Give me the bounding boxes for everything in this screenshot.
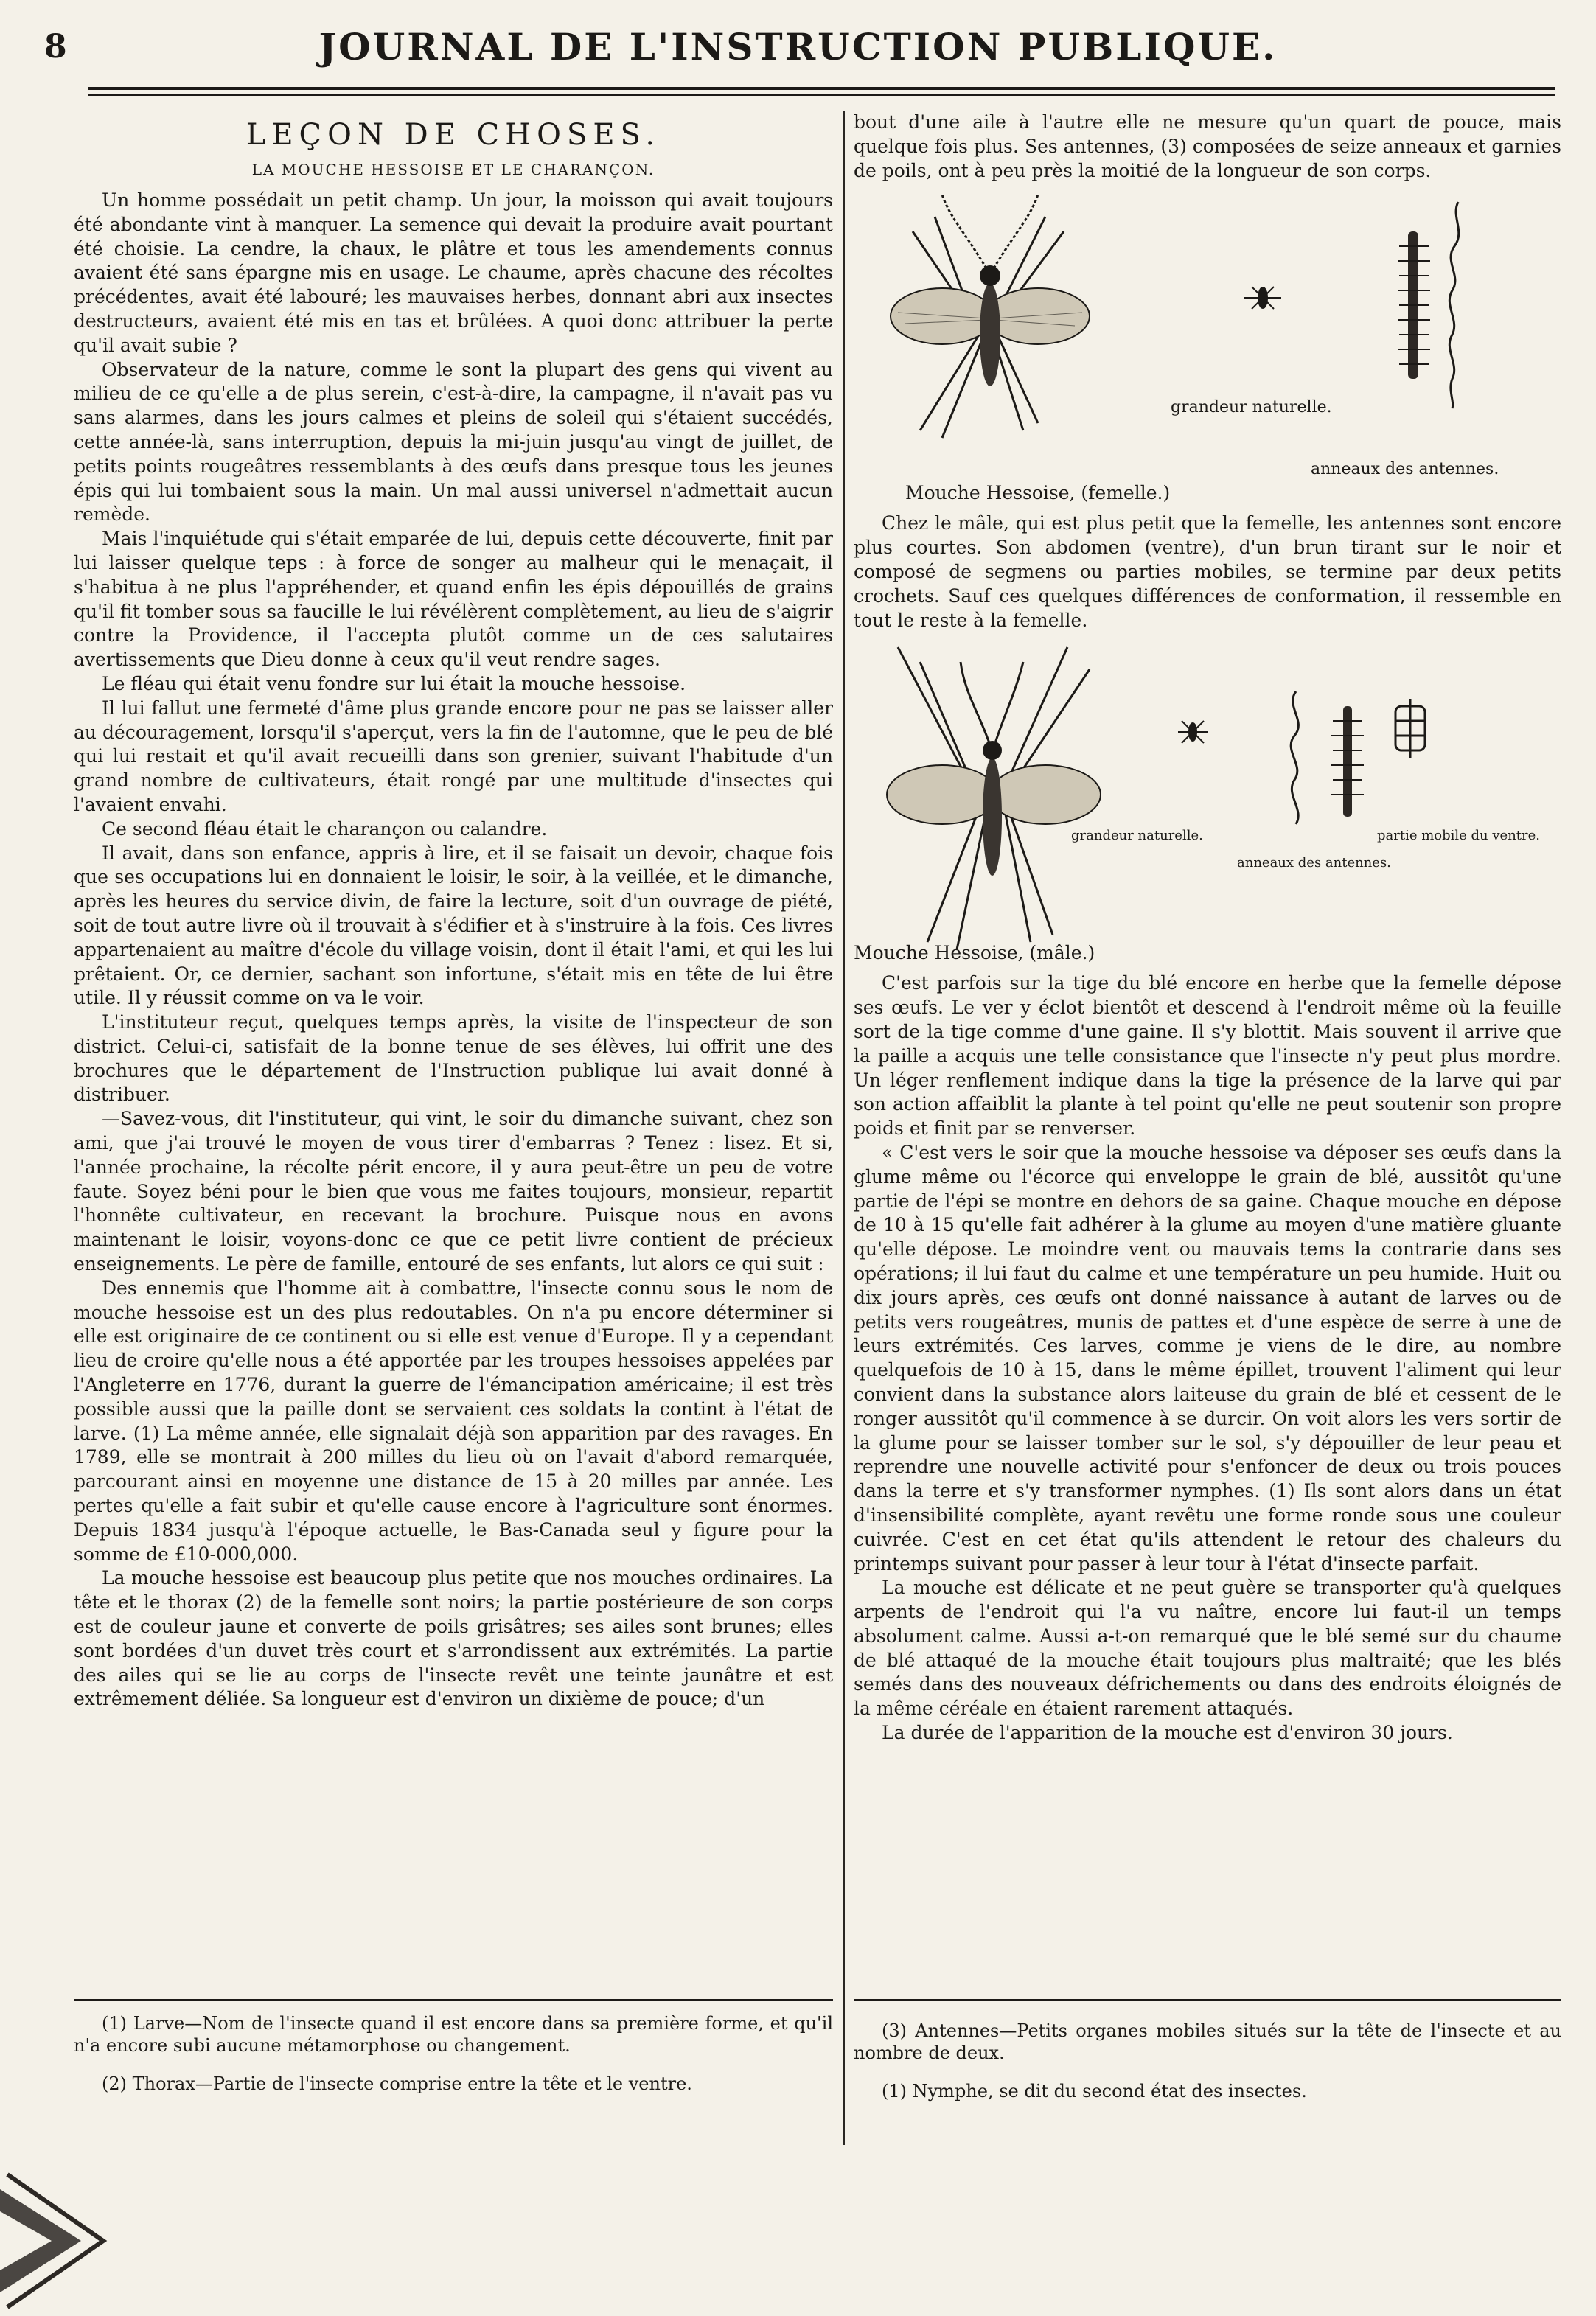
figure-female-fly bbox=[854, 187, 1561, 512]
paragraph: La durée de l'apparition de la mouche est d'environ 30 jours. bbox=[882, 1722, 1453, 1744]
article-title: LEÇON DE CHOSES. bbox=[245, 118, 661, 152]
header-rule-thin bbox=[88, 94, 1555, 96]
paragraph: —Savez-vous, dit l'instituteur, qui vint, le soir du dimanche suivant, chez son ami, que j'ai trouvé le moyen de vous tirer d'embarras ? Tenez : lisez. Et si, l'année prochaine, la récolte périt encore, il y aura peut-être un peu de votre faute. Soyez béni pour le bien que vous me faites toujours, monsieur, repartit l'honnête cultivateur, en recevant la brochure. Puisque nous en avons maintenant le loisir, voyons-donc ce que ce petit livre contient de précieux enseignements. Le père de famille, entouré de ses enfants, lut alors ce qui suit : bbox=[74, 1108, 833, 1275]
page-number: 8 bbox=[44, 28, 67, 66]
corner-ornament-icon bbox=[0, 2160, 118, 2316]
page-header bbox=[44, 22, 1552, 69]
footnotes-left bbox=[74, 2012, 833, 2111]
paragraph: « C'est vers le soir que la mouche hessoise va déposer ses œufs dans la glume même ou l'écorce qui enveloppe le grain de blé, aussitôt qu'une partie de l'épi se montre en dehors de sa gaine. Chaque mouche en dépose de 10 à 15 qu'elle fait adhérer à la glume au moyen d'une matière gluante qu'elle dépose. Le moindre vent ou mauvais tems la contrarie dans ses opérations; il lui faut du calme et une température un peu humide. Huit ou dix jours après, ces œufs ont donné naissance à autant de larves ou de petits vers rougeâtres, munis de pattes et d'une espèce de serre à une de leurs extrémités. Ces larves, comme je viens de le dire, au nombre quelquefois de 10 à 15, dans le même épillet, trouvent l'aliment qui leur convient dans la substance alors laiteuse du grain de blé et cessent de le ronger aussitôt qu'il commence à se durcir. On voit alors les vers sortir de la glume pour se laisser tomber sur le sol, s'y dépouiller de leur peau et reprendre une nouvelle activité pour s'enfoncer de deux ou trois pouces dans la terre et s'y transformer nymphes. (1) Ils sont alors dans un état d'insensibilité complète, ayant revêtu une forme ronde sous une couleur cuivrée. C'est en cet état qu'ils attendent le retour des chaleurs du printemps suivant pour passer à leur tour à l'état d'insecte parfait. bbox=[854, 1141, 1561, 1574]
footnote: (3) Antennes—Petits organes mobiles situés sur la tête de l'insecte et au nombre de deux. bbox=[854, 2020, 1561, 2063]
label-natural-size: grandeur naturelle. bbox=[1171, 398, 1332, 417]
paragraph: Des ennemis que l'homme ait à combattre, l'insecte connu sous le nom de mouche hessoise est un des plus redoutables. On n'a pu encore déterminer si elle est originaire de ce continent ou si elle est venue d'Europe. Il y a cependant lieu de croire qu'elle nous a été apportée par les troupes hessoises appelées par l'Angleterre en 1776, durant la guerre de l'émancipation américaine; il est très possible aussi que la paille dont se servaient ces soldats la contint à l'état de larve. (1) La même année, elle signalait déjà son apparition par des ravages. En 1789, elle se montrait à 200 milles du lieu où on l'avait d'abord remarquée, parcourant ainsi en moyenne une distance de 15 à 20 milles par année. Les pertes qu'elle a fait subir et qu'elle cause encore à l'agriculture sont énormes. Depuis 1834 jusqu'à l'époque actuelle, le Bas-Canada seul y figure pour la somme de £10-000,000. bbox=[74, 1277, 833, 1565]
figure-caption-male: Mouche Hessoise, (mâle.) bbox=[854, 942, 1095, 964]
article-subtitle: LA MOUCHE HESSOISE ET LE CHARANÇON. bbox=[251, 161, 655, 178]
figure-caption-female: Mouche Hessoise, (femelle.) bbox=[905, 482, 1171, 504]
column-divider bbox=[843, 111, 845, 2145]
left-column bbox=[74, 111, 833, 1712]
paragraph: C'est parfois sur la tige du blé encore en herbe que la femelle dépose ses œufs. Le ver y éclot bientôt et descend à l'endroit même où la feuille sort de la tige comme d'une gaine. Il s'y blottit. Mais souvent il arrive que la paille a acquis une telle consistance que l'insecte n'y peut plus mordre. Un léger renflement indique dans la tige la présence de la larve qui par son action affaiblit la plante à tel point qu'elle ne peut soutenir son propre poids et finit par se renverser. bbox=[854, 972, 1561, 1140]
footnote: (1) Larve—Nom de l'insecte quand il est encore dans sa première forme, et qu'il n'a encore subi aucune métamorphose ou changement. bbox=[74, 2013, 833, 2056]
paragraph: Ce second fléau était le charançon ou calandre. bbox=[102, 817, 548, 840]
footnote: (1) Nymphe, se dit du second état des insectes. bbox=[882, 2081, 1307, 2102]
paragraph: Chez le mâle, qui est plus petit que la femelle, les antennes sont encore plus courtes. Son abdomen (ventre), d'un brun tirant sur le noir et composé de segmens ou parties mobiles, se termine par deux petits crochets. Sauf ces quelques différences de conformation, il ressemble en tout le reste à la femelle. bbox=[854, 512, 1561, 631]
paragraph: Un homme possédait un petit champ. Un jour, la moisson qui avait toujours été abondante vint à manquer. La semence qui devait la produire avait pourtant été choisie. La cendre, la chaux, le plâtre et tous les amendements connus avaient été sans épargne mis en usage. Le chaume, après chacune des récoltes précédentes, avait été labouré; les mauvaises herbes, donnant abri aux insectes destructeurs, avaient été mis en tas et brûlées. A quoi donc attribuer la perte qu'il avait subie ? bbox=[74, 189, 833, 356]
paragraph: Mais l'inquiétude qui s'était emparée de lui, depuis cette découverte, finit par lui laisser quelque teps : à force de songer au malheur qui le menaçait, il s'habitua à ne plus l'appréhender, et quand enfin les épis dépouillés de grains qu'il fit tomber sous sa faucille le lui révélèrent complètement, au lieu de s'aigrir contre la Providence, il l'accepta plutôt comme un de ces salutaires avertissements que Dieu donne à ceux qu'il veut rendre sages. bbox=[74, 528, 833, 671]
footnote-rule-left bbox=[74, 1999, 833, 2001]
footnote: (2) Thorax—Partie de l'insecte comprise entre la tête et le ventre. bbox=[102, 2073, 692, 2094]
label-mobile-part: partie mobile du ventre. bbox=[1377, 828, 1541, 844]
paragraph: Il avait, dans son enfance, appris à lire, et il se faisait un devoir, chaque fois que ses occupations lui en donnaient le loisir, le soir, à la veillée, et le dimanche, après les heures du service divin, de faire la lecture, soit d'un ouvrage de piété, soit de tout autre livre où il trouvait à s'édifier et à s'instruire à la fois. Ces livres appartenaient au maître d'école du village voisin, dont il était l'ami, et qui les lui prêtaient. Or, ce dernier, sachant son infortune, s'était mis en tête de lui être utile. Il y réussit comme on va le voir. bbox=[74, 842, 833, 1009]
header-rule bbox=[88, 87, 1555, 90]
paragraph: Le fléau qui était venu fondre sur lui était la mouche hessoise. bbox=[102, 672, 686, 694]
label-antenna-rings: anneaux des antennes. bbox=[1237, 855, 1391, 871]
paragraph: bout d'une aile à l'autre elle ne mesure qu'un quart de pouce, mais quelque fois plus. Ses antennes, (3) composées de seize anneaux et garnies de poils, ont à peu près la moitié de la longueur de son corps. bbox=[854, 111, 1561, 181]
paragraph: La mouche est délicate et ne peut guère se transporter qu'à quelques arpents de l'endroit qui l'a vu naître, encore lui faut-il un temps absolument calme. Aussi a-t-on remarqué que le blé semé sur du chaume de blé attaqué de la mouche était toujours plus maltraité; que les blés semés dans des nouveaux défrichements ou dans des endroits éloignés de la même céréale en étaient rarement attaqués. bbox=[854, 1577, 1561, 1720]
paragraph: Il lui fallut une fermeté d'âme plus grande encore pour ne pas se laisser aller au découragement, lorsqu'il s'aperçut, vers la fin de l'automne, que le peu de blé qui lui restait et qu'il avait recueilli dans son grenier, suivant l'habitude d'un grand nombre de cultivateurs, était rongé par une multitude d'insectes qui l'avaient envahi. bbox=[74, 697, 833, 815]
paragraph: La mouche hessoise est beaucoup plus petite que nos mouches ordinaires. La tête et le thorax (2) de la femelle sont noirs; la partie postérieure de son corps est de couleur jaune et converte de poils grisâtres; ses ailes sont brunes; elles sont bordées d'un duvet très court et s'arrondissent aux extrémités. La partie des ailes qui se lie au corps de l'insecte revêt une teinte jaunâtre et est extrêmement déliée. Sa longueur est d'environ un dixième de pouce; d'un bbox=[74, 1567, 833, 1710]
right-column bbox=[854, 111, 1561, 1745]
label-natural-size: grandeur naturelle. bbox=[1071, 828, 1203, 844]
male-fly-illustration bbox=[854, 640, 1561, 972]
paragraph: L'instituteur reçut, quelques temps après, la visite de l'inspecteur de son district. Celui-ci, satisfait de la bonne tenue de ses élèves, lui offrit une des brochures que le département de l'Instruction publique lui avait donné à distribuer. bbox=[74, 1011, 833, 1106]
figure-male-fly bbox=[854, 640, 1561, 972]
footnote-rule-right bbox=[854, 1999, 1561, 2001]
paragraph: Observateur de la nature, comme le sont la plupart des gens qui vivent au milieu de ce qu'elle a de plus serein, c'est-à-dire, la campagne, il n'avait pas vu sans alarmes, dans les jours calmes et pleins de soleil qui s'étaient succédés, cette année-là, sans interruption, depuis la mi-juin jusqu'au vingt de juillet, de petits points rougeâtres ressemblants à des œufs dans presque tous les jeunes épis qui lui tombaient sous la main. Un mal aussi universel n'admettait aucun remède. bbox=[74, 358, 833, 526]
footnotes-right bbox=[854, 2020, 1561, 2118]
journal-title: JOURNAL DE L'INSTRUCTION PUBLIQUE. bbox=[318, 25, 1278, 69]
label-antenna-rings: anneaux des antennes. bbox=[1311, 460, 1499, 479]
